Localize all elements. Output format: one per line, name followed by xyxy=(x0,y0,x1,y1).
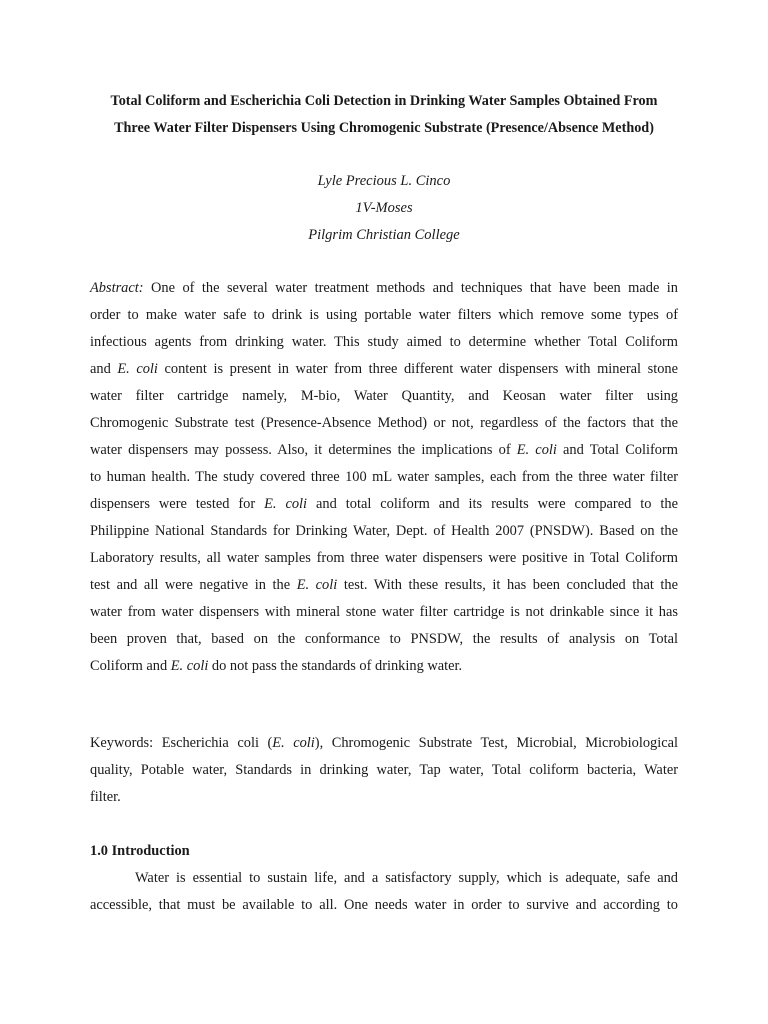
abstract-line: Coliform and E. coli do not pass the standards of drinking water. xyxy=(90,658,463,674)
species-name: E. coli xyxy=(117,361,158,377)
intro-line: Water is essential to sustain life, and a satisfactory supply, which is adequate, safe and xyxy=(135,870,678,886)
keywords-line: filter. xyxy=(90,789,121,805)
keywords-line: quality, Potable water, Standards in drinking water, Tap water, Total coliform bacteria, Water xyxy=(90,762,678,778)
abstract-line: order to make water safe to drink is using portable water filters which remove some types of xyxy=(90,307,678,323)
title-line-2: Three Water Filter Dispensers Using Chromogenic Substrate (Presence/Absence Method) xyxy=(114,120,654,136)
abstract-line: been proven that, based on the conformance to PNSDW, the results of analysis on Total xyxy=(90,631,678,647)
author-institution: Pilgrim Christian College xyxy=(308,227,460,243)
abstract-line: Laboratory results, all water samples from three water dispensers were positive in Total Coliform xyxy=(90,550,678,566)
abstract-line: water filter cartridge namely, M-bio, Water Quantity, and Keosan water filter using xyxy=(90,388,678,404)
section-heading: 1.0 Introduction xyxy=(90,843,190,859)
author-section: 1V-Moses xyxy=(355,200,413,216)
abstract-line: water dispensers may possess. Also, it determines the implications of E. coli and Total Coliform xyxy=(90,442,678,458)
title-line-1: Total Coliform and Escherichia Coli Detection in Drinking Water Samples Obtained From xyxy=(110,93,658,109)
abstract-line: Chromogenic Substrate test (Presence-Absence Method) or not, regardless of the factors that the xyxy=(90,415,678,431)
author-block xyxy=(80,168,688,249)
keywords-paragraph xyxy=(90,730,678,811)
abstract-line: dispensers were tested for E. coli and total coliform and its results were compared to the xyxy=(90,496,678,512)
species-name: E. coli xyxy=(264,496,308,512)
abstract-line: to human health. The study covered three 100 mL water samples, each from the three water filter xyxy=(90,469,678,485)
abstract-line: water from water dispensers with mineral stone water filter cartridge is not drinkable since it has xyxy=(90,604,678,620)
abstract-line: infectious agents from drinking water. This study aimed to determine whether Total Coliform xyxy=(90,334,678,350)
author-name: Lyle Precious L. Cinco xyxy=(317,173,451,189)
species-name: E. coli xyxy=(296,577,338,593)
intro-line: accessible, that must be available to all. One needs water in order to survive and according to xyxy=(90,897,678,913)
abstract-line: test and all were negative in the E. coli test. With these results, it has been concluded that the xyxy=(90,577,678,593)
keywords-line: Keywords: Escherichia coli (E. coli), Chromogenic Substrate Test, Microbial, Microbiological xyxy=(90,735,678,751)
abstract-line: and E. coli content is present in water from three different water dispensers with mineral stone xyxy=(90,361,678,377)
species-name: E. coli xyxy=(516,442,557,458)
abstract-line: Philippine National Standards for Drinking Water, Dept. of Health 2007 (PNSDW). Based on the xyxy=(90,523,678,539)
species-name: E. coli xyxy=(170,658,209,674)
species-name: E. coli xyxy=(272,735,315,751)
abstract-paragraph xyxy=(90,275,678,680)
introduction-paragraph xyxy=(90,865,678,919)
abstract-label: Abstract: xyxy=(90,280,144,296)
abstract-line: Abstract: One of the several water treatment methods and techniques that have been made in xyxy=(90,280,678,296)
paper-title xyxy=(80,88,688,142)
